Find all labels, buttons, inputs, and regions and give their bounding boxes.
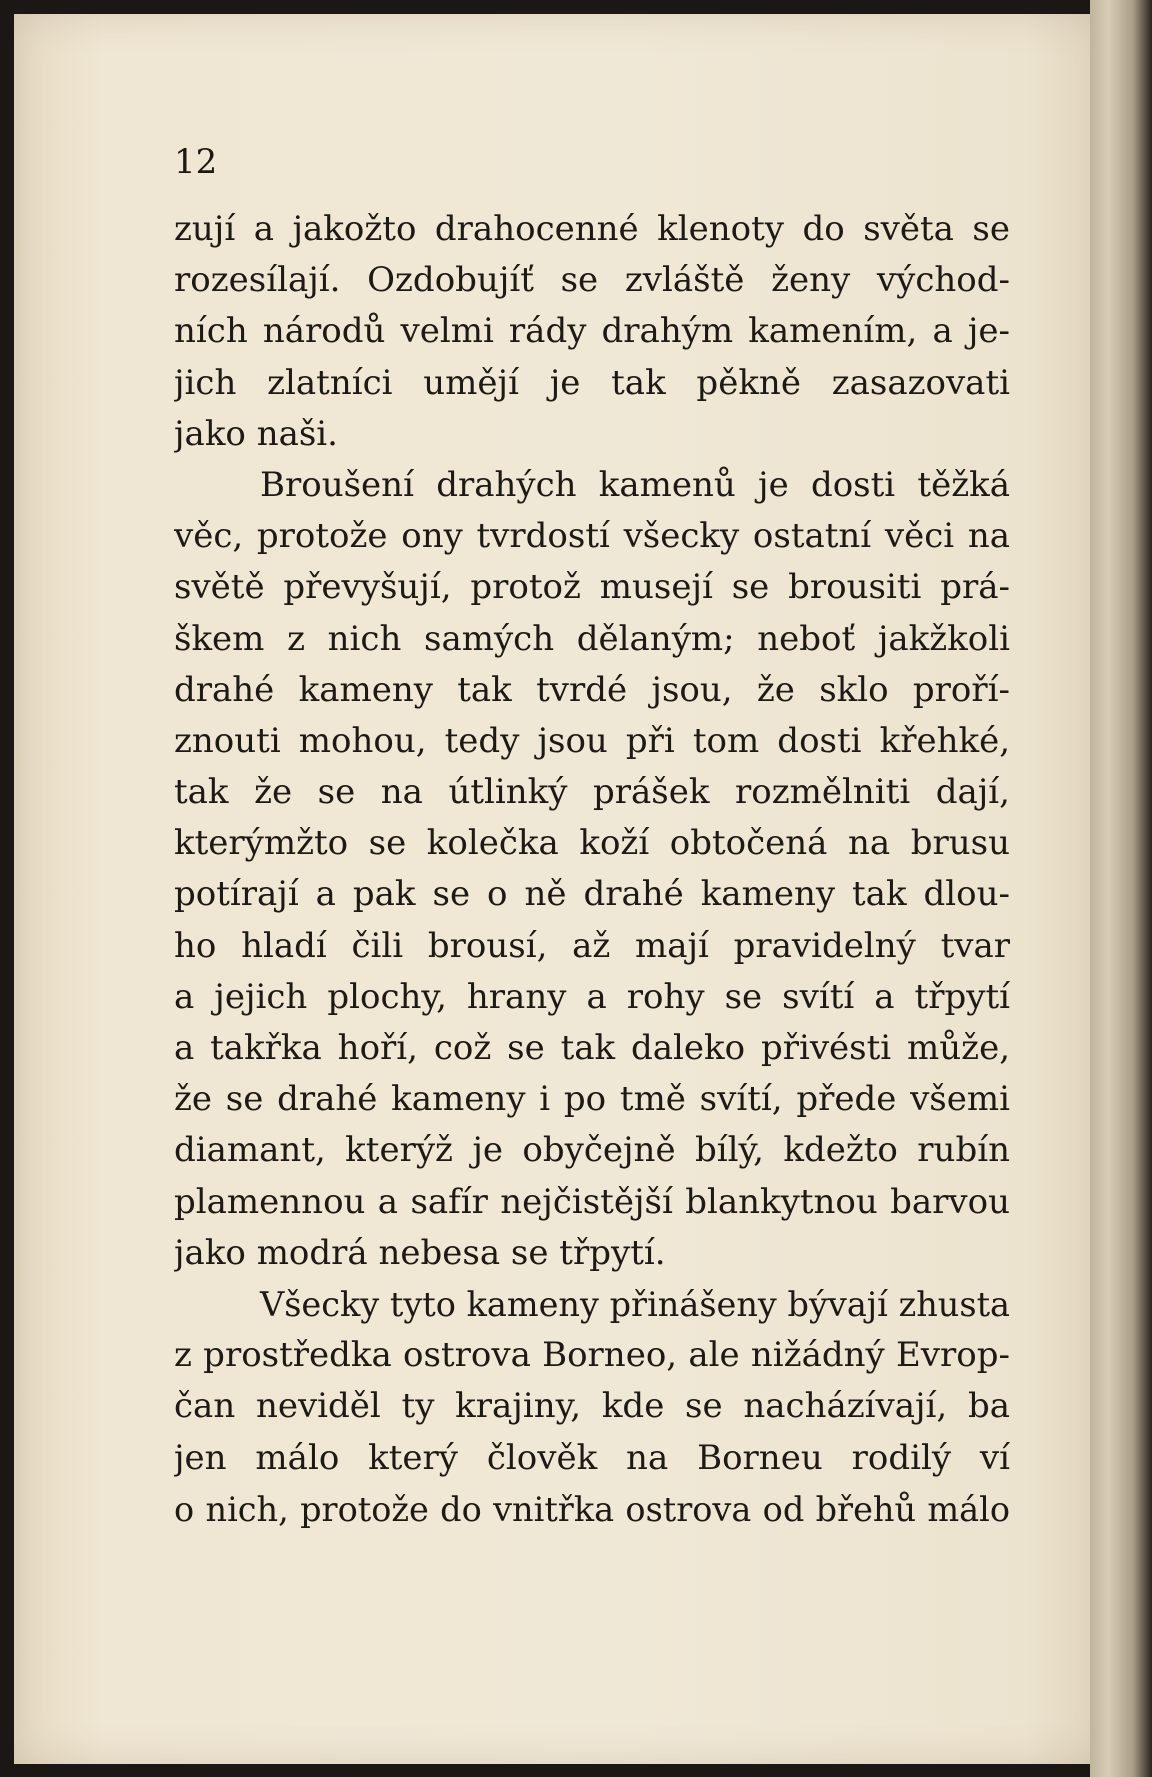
text-line: ho hladí čili brousí, až mají pravidelný tvar bbox=[174, 925, 1010, 966]
text-line: rozesílají. Ozdobujíť se zvláště ženy východ- bbox=[174, 260, 1010, 301]
text-line: zují a jakožto drahocenné klenoty do světa se bbox=[174, 209, 1010, 249]
text-line: světě převyšují, protož musejí se brousiti prá- bbox=[174, 567, 1010, 608]
text-line: ních národů velmi rády drahým kamením, a je- bbox=[174, 311, 1010, 352]
text-line: znouti mohou, tedy jsou při tom dosti křehké, bbox=[174, 720, 1010, 761]
text-line: plamennou a safír nejčistější blankytnou barvou bbox=[174, 1181, 1010, 1222]
text-line: drahé kameny tak tvrdé jsou, že sklo proří- bbox=[174, 669, 1010, 710]
text-line: kterýmžto se kolečka koží obtočená na brusu bbox=[174, 823, 1010, 864]
body-text bbox=[174, 204, 1010, 1535]
text-line: Všecky tyto kameny přinášeny bývají zhusta bbox=[260, 1284, 1010, 1324]
text-line: jako naši. bbox=[174, 413, 338, 454]
text-line: věc, protože ony tvrdostí všecky ostatní věci na bbox=[174, 516, 1010, 557]
page-number: 12 bbox=[174, 142, 218, 182]
text-line: že se drahé kameny i po tmě svítí, přede všemi bbox=[174, 1079, 1010, 1120]
text-line: Broušení drahých kamenů je dosti těžká bbox=[260, 464, 1010, 505]
text-line: a takřka hoří, což se tak daleko přivésti může, bbox=[174, 1028, 1010, 1068]
text-line: potírají a pak se o ně drahé kameny tak dlou- bbox=[174, 874, 1010, 915]
text-line: jen málo který člověk na Borneu rodilý ví bbox=[174, 1437, 1010, 1478]
text-line: škem z nich samých dělaným; neboť jakžkoli bbox=[174, 618, 1010, 659]
page-sheet bbox=[14, 14, 1114, 1764]
text-line: o nich, protože do vnitřka ostrova od břehů málo bbox=[174, 1489, 1010, 1529]
text-line: tak že se na útlinký prášek rozmělniti dají, bbox=[174, 772, 1010, 813]
text-line: čan neviděl ty krajiny, kde se nacházívají, ba bbox=[174, 1386, 1010, 1427]
text-line: jako modrá nebesa se třpytí. bbox=[174, 1232, 666, 1273]
text-line: diamant, kterýž je obyčejně bílý, kdežto rubín bbox=[174, 1130, 1010, 1171]
text-line: a jejich plochy, hrany a rohy se svítí a třpytí bbox=[174, 976, 1010, 1017]
book-gutter bbox=[1090, 0, 1152, 1777]
text-line: z prostředka ostrova Borneo, ale nižádný Evrop- bbox=[174, 1335, 1010, 1376]
text-line: jich zlatníci umějí je tak pěkně zasazovati bbox=[174, 362, 1010, 403]
